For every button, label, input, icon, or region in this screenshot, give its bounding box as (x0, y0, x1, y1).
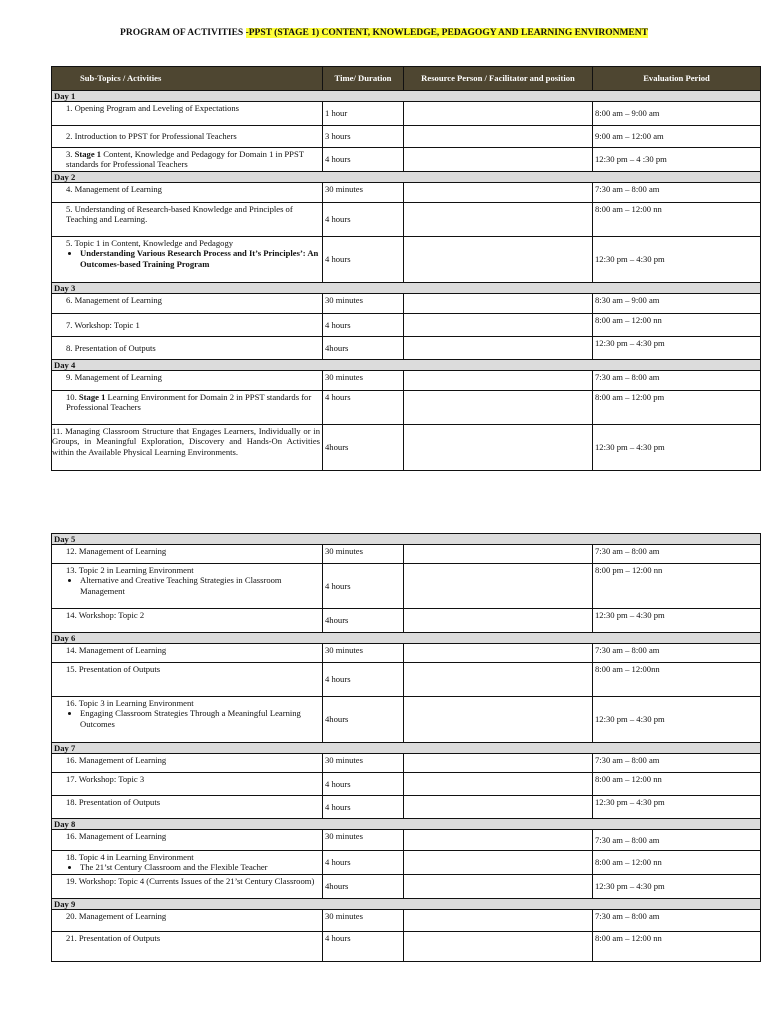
duration-cell: 4 hours (323, 237, 404, 283)
table-row (52, 371, 761, 391)
activity-text: 16. Topic 3 in Learning Environment (66, 698, 194, 708)
evaluation-cell: 12:30 pm – 4:30 pm (593, 337, 761, 360)
activity-cell: 18. Presentation of Outputs (52, 796, 323, 819)
table-row (52, 425, 761, 471)
bullet-list (66, 862, 320, 872)
bullet-item: • Engaging Classroom Strategies Through a Meaningful Learning Outcomes (80, 708, 320, 729)
activity-cell: 1. Opening Program and Leveling of Expectations (52, 102, 323, 126)
stage-label: Stage 1 (74, 149, 102, 159)
resource-cell (404, 391, 593, 425)
resource-cell (404, 337, 593, 360)
resource-cell (404, 851, 593, 875)
table-row (52, 910, 761, 932)
activity-cell: 11. Managing Classroom Structure that Engages Learners, Individually or in Groups, in Meaningful Exploration, Discovery and Hands-On Activities within the Available Physical Learning Environments. (52, 425, 323, 471)
table-row (52, 294, 761, 314)
activity-number: 10. (66, 392, 79, 402)
duration-cell: 30 minutes (323, 294, 404, 314)
day-row (52, 899, 761, 910)
day-label: Day 8 (52, 819, 761, 830)
resource-cell (404, 932, 593, 962)
activity-cell: 21. Presentation of Outputs (52, 932, 323, 962)
activity-cell: 4. Management of Learning (52, 183, 323, 203)
table-row (52, 697, 761, 743)
table-row (52, 102, 761, 126)
activity-text: Content, Knowledge and Pedagogy for Domain 1 in PPST standards for Professional Teachers (66, 149, 304, 170)
header-duration: Time/ Duration (323, 67, 404, 91)
evaluation-cell: 7:30 am – 8:00 am (593, 754, 761, 773)
duration-cell: 4 hours (323, 314, 404, 337)
table-row (52, 237, 761, 283)
day-row (52, 360, 761, 371)
duration-cell: 4 hours (323, 773, 404, 796)
activity-cell: 17. Workshop: Topic 3 (52, 773, 323, 796)
duration-cell: 3 hours (323, 126, 404, 148)
table-row (52, 644, 761, 663)
evaluation-cell: 7:30 am – 8:00 am (593, 910, 761, 932)
table-header-row (52, 67, 761, 91)
activity-text: 13. Topic 2 in Learning Environment (66, 565, 194, 575)
bullet-list (66, 708, 320, 729)
activity-cell: 20. Management of Learning (52, 910, 323, 932)
table-row (52, 830, 761, 851)
day-row (52, 91, 761, 102)
evaluation-cell: 12:30 pm – 4 :30 pm (593, 148, 761, 172)
evaluation-cell: 8:00 am – 12:00 pm (593, 391, 761, 425)
resource-cell (404, 644, 593, 663)
table-row (52, 851, 761, 875)
table-row (52, 663, 761, 697)
evaluation-cell: 8:00 am – 12:00 nn (593, 851, 761, 875)
activity-cell: 12. Management of Learning (52, 545, 323, 564)
table-row (52, 875, 761, 899)
resource-cell (404, 545, 593, 564)
day-label: Day 7 (52, 743, 761, 754)
bullet-item: • Understanding Various Research Process and It’s Principles’: An Outcomes-based Training Program (80, 248, 320, 269)
evaluation-cell: 7:30 am – 8:00 am (593, 545, 761, 564)
table-row (52, 148, 761, 172)
duration-cell: 4 hours (323, 391, 404, 425)
activity-cell: 14. Management of Learning (52, 644, 323, 663)
evaluation-cell: 8:00 am – 12:00 nn (593, 932, 761, 962)
table-row (52, 796, 761, 819)
header-resource-person: Resource Person / Facilitator and position (404, 67, 593, 91)
duration-cell: 4hours (323, 337, 404, 360)
resource-cell (404, 564, 593, 609)
resource-cell (404, 910, 593, 932)
duration-cell: 30 minutes (323, 545, 404, 564)
evaluation-cell: 12:30 pm – 4:30 pm (593, 237, 761, 283)
duration-cell: 1 hour (323, 102, 404, 126)
resource-cell (404, 371, 593, 391)
activity-cell (52, 237, 323, 283)
evaluation-cell: 12:30 pm – 4:30 pm (593, 796, 761, 819)
resource-cell (404, 126, 593, 148)
bullet-item: • The 21’st Century Classroom and the Flexible Teacher (80, 862, 320, 872)
day-label: Day 6 (52, 633, 761, 644)
evaluation-cell: 12:30 pm – 4:30 pm (593, 425, 761, 471)
table-row (52, 203, 761, 237)
evaluation-cell: 8:00 am – 12:00 nn (593, 203, 761, 237)
resource-cell (404, 183, 593, 203)
activity-cell: 14. Workshop: Topic 2 (52, 609, 323, 633)
document-title (0, 28, 768, 38)
duration-cell: 4hours (323, 609, 404, 633)
duration-cell: 30 minutes (323, 183, 404, 203)
table-row (52, 126, 761, 148)
activity-cell: 16. Management of Learning (52, 754, 323, 773)
evaluation-cell: 8:00 pm – 12:00 nn (593, 564, 761, 609)
activity-cell (52, 697, 323, 743)
day-label: Day 3 (52, 283, 761, 294)
evaluation-cell: 12:30 pm – 4:30 pm (593, 875, 761, 899)
duration-cell: 30 minutes (323, 910, 404, 932)
activity-cell: 19. Workshop: Topic 4 (Currents Issues of the 21’st Century Classroom) (52, 875, 323, 899)
activity-cell: 2. Introduction to PPST for Professional Teachers (52, 126, 323, 148)
day-label: Day 5 (52, 534, 761, 545)
duration-cell: 4 hours (323, 148, 404, 172)
day-row (52, 819, 761, 830)
resource-cell (404, 663, 593, 697)
day-row (52, 633, 761, 644)
day-label: Day 1 (52, 91, 761, 102)
activity-cell (52, 391, 323, 425)
header-evaluation-period: Evaluation Period (593, 67, 761, 91)
duration-cell: 4 hours (323, 564, 404, 609)
evaluation-cell: 8:30 am – 9:00 am (593, 294, 761, 314)
evaluation-cell: 7:30 am – 8:00 am (593, 371, 761, 391)
activity-number: 3. (66, 149, 75, 159)
day-row (52, 172, 761, 183)
activity-text: 5. Topic 1 in Content, Knowledge and Pedagogy (66, 238, 234, 248)
stage-label: Stage 1 (78, 392, 106, 402)
table-row (52, 932, 761, 962)
evaluation-cell: 8:00 am – 12:00nn (593, 663, 761, 697)
activity-text: 18. Topic 4 in Learning Environment (66, 852, 194, 862)
activity-cell: 16. Management of Learning (52, 830, 323, 851)
resource-cell (404, 314, 593, 337)
activity-cell (52, 564, 323, 609)
evaluation-cell: 12:30 pm – 4:30 pm (593, 609, 761, 633)
activity-cell: 9. Management of Learning (52, 371, 323, 391)
table-row (52, 314, 761, 337)
table-row (52, 773, 761, 796)
evaluation-cell: 8:00 am – 12:00 nn (593, 314, 761, 337)
duration-cell: 4hours (323, 875, 404, 899)
duration-cell: 30 minutes (323, 754, 404, 773)
bullet-list (66, 575, 320, 596)
bullet-item: • Alternative and Creative Teaching Strategies in Classroom Management (80, 575, 320, 596)
duration-cell: 30 minutes (323, 830, 404, 851)
schedule-table-days-1-4 (51, 66, 761, 471)
day-label: Day 4 (52, 360, 761, 371)
resource-cell (404, 425, 593, 471)
resource-cell (404, 294, 593, 314)
table-row (52, 391, 761, 425)
resource-cell (404, 830, 593, 851)
resource-cell (404, 609, 593, 633)
duration-cell: 30 minutes (323, 644, 404, 663)
day-label: Day 9 (52, 899, 761, 910)
header-activities: Sub-Topics / Activities (52, 67, 323, 91)
duration-cell: 4hours (323, 425, 404, 471)
activity-cell (52, 148, 323, 172)
evaluation-cell: 7:30 am – 8:00 am (593, 830, 761, 851)
resource-cell (404, 773, 593, 796)
duration-cell: 4 hours (323, 851, 404, 875)
evaluation-cell: 8:00 am – 9:00 am (593, 102, 761, 126)
title-highlight: -PPST (STAGE 1) CONTENT, KNOWLEDGE, PEDAGOGY AND LEARNING ENVIRONMENT (245, 28, 648, 38)
activity-cell: 5. Understanding of Research-based Knowledge and Principles of Teaching and Learning. (52, 203, 323, 237)
duration-cell: 4 hours (323, 203, 404, 237)
activity-cell (52, 851, 323, 875)
evaluation-cell: 9:00 am – 12:00 am (593, 126, 761, 148)
evaluation-cell: 7:30 am – 8:00 am (593, 644, 761, 663)
table-row (52, 337, 761, 360)
resource-cell (404, 237, 593, 283)
day-row (52, 534, 761, 545)
day-label: Day 2 (52, 172, 761, 183)
evaluation-cell: 12:30 pm – 4:30 pm (593, 697, 761, 743)
activity-text: Learning Environment for Domain 2 in PPST standards for Professional Teachers (66, 392, 312, 413)
bullet-list (66, 248, 320, 269)
resource-cell (404, 102, 593, 126)
resource-cell (404, 148, 593, 172)
resource-cell (404, 875, 593, 899)
activity-cell: 8. Presentation of Outputs (52, 337, 323, 360)
table-row (52, 564, 761, 609)
duration-cell: 4 hours (323, 663, 404, 697)
duration-cell: 4 hours (323, 796, 404, 819)
schedule-table-days-5-9 (51, 533, 761, 962)
resource-cell (404, 754, 593, 773)
resource-cell (404, 203, 593, 237)
resource-cell (404, 697, 593, 743)
activity-cell: 7. Workshop: Topic 1 (52, 314, 323, 337)
duration-cell: 4 hours (323, 932, 404, 962)
duration-cell: 4hours (323, 697, 404, 743)
table-row (52, 183, 761, 203)
table-row (52, 609, 761, 633)
day-row (52, 283, 761, 294)
activity-cell: 6. Management of Learning (52, 294, 323, 314)
table-row (52, 545, 761, 564)
day-row (52, 743, 761, 754)
activity-cell: 15. Presentation of Outputs (52, 663, 323, 697)
evaluation-cell: 7:30 am – 8:00 am (593, 183, 761, 203)
table-row (52, 754, 761, 773)
duration-cell: 30 minutes (323, 371, 404, 391)
resource-cell (404, 796, 593, 819)
title-prefix: PROGRAM OF ACTIVITIES (120, 28, 246, 38)
evaluation-cell: 8:00 am – 12:00 nn (593, 773, 761, 796)
